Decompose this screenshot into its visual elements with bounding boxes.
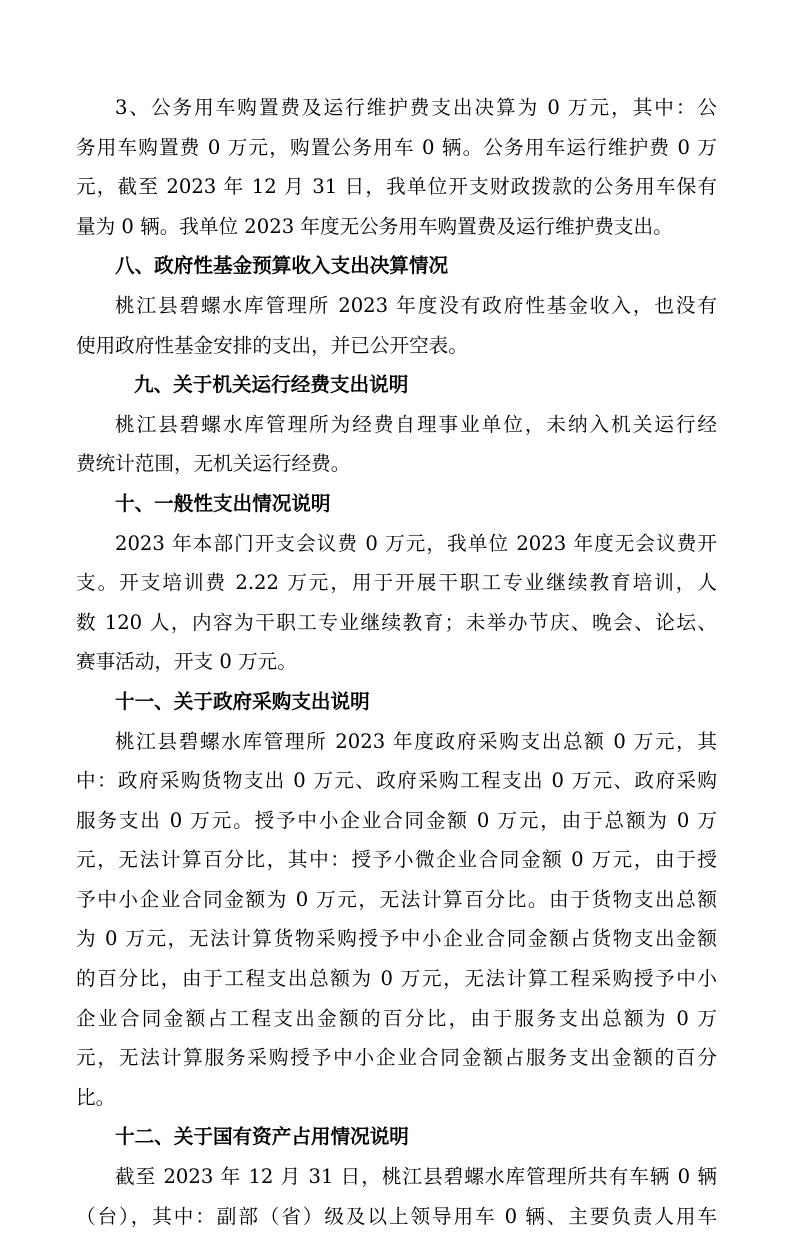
paragraph-section-11 bbox=[76, 722, 717, 1118]
text-line: 桃江县碧螺水库管理所 2023 年度没有政府性基金收入，也没有 bbox=[115, 293, 717, 317]
paragraph-vehicle-costs bbox=[76, 88, 717, 246]
text-line: 支。开支培训费 2.22 万元，用于开展干职工专业继续教育培训，人 bbox=[76, 571, 717, 595]
paragraph-section-10 bbox=[76, 524, 717, 682]
section-heading-10: 十、一般性支出情况说明 bbox=[115, 491, 331, 515]
text-line: 数 120 人，内容为干职工专业继续教育；未举办节庆、晚会、论坛、 bbox=[76, 610, 717, 634]
section-heading-8: 八、政府性基金预算收入支出决算情况 bbox=[115, 254, 449, 278]
text-line: 赛事活动，开支 0 万元。 bbox=[76, 650, 297, 674]
section-heading-9: 九、关于机关运行经费支出说明 bbox=[134, 373, 409, 397]
text-line: 企业合同金额占工程支出金额的百分比，由于服务支出总额为 0 万 bbox=[76, 1006, 717, 1030]
text-line: 元，截至 2023 年 12 月 31 日，我单位开支财政拨款的公务用车保有 bbox=[76, 175, 717, 199]
text-line: 元，无法计算百分比，其中：授予小微企业合同金额 0 万元，由于授 bbox=[76, 848, 717, 872]
text-line: 比。 bbox=[76, 1085, 116, 1109]
text-line: 桃江县碧螺水库管理所 2023 年度政府采购支出总额 0 万元，其 bbox=[115, 729, 717, 753]
text-line: 2023 年本部门开支会议费 0 万元，我单位 2023 年度无会议费开 bbox=[115, 531, 717, 555]
text-line: 的百分比，由于工程支出总额为 0 万元，无法计算工程采购授予中小 bbox=[76, 967, 717, 991]
text-line: 中：政府采购货物支出 0 万元、政府采购工程支出 0 万元、政府采购 bbox=[76, 769, 717, 793]
text-line: 服务支出 0 万元。授予中小企业合同金额 0 万元，由于总额为 0 万 bbox=[76, 808, 717, 832]
text-line: 桃江县碧螺水库管理所为经费自理事业单位，未纳入机关运行经 bbox=[115, 412, 717, 436]
text-line: 予中小企业合同金额为 0 万元，无法计算百分比。由于货物支出总额 bbox=[76, 887, 717, 911]
paragraph-section-12 bbox=[76, 1157, 717, 1236]
text-line: 费统计范围，无机关运行经费。 bbox=[76, 452, 351, 476]
paragraph-section-9 bbox=[76, 405, 717, 484]
paragraph-section-8 bbox=[76, 286, 717, 365]
section-heading-11: 十一、关于政府采购支出说明 bbox=[115, 689, 370, 713]
text-line: 3、公务用车购置费及运行维护费支出决算为 0 万元，其中：公 bbox=[115, 96, 717, 119]
text-line: （台），其中：副部（省）级及以上领导用车 0 辆、主要负责人用车 bbox=[76, 1204, 717, 1228]
text-line: 截至 2023 年 12 月 31 日，桃江县碧螺水库管理所共有车辆 0 辆 bbox=[115, 1165, 717, 1189]
section-heading-12: 十二、关于国有资产占用情况说明 bbox=[115, 1125, 409, 1149]
text-line: 务用车购置费 0 万元，购置公务用车 0 辆。公务用车运行维护费 0 万 bbox=[76, 135, 717, 159]
text-line: 元，无法计算服务采购授予中小企业合同金额占服务支出金额的百分 bbox=[76, 1046, 717, 1070]
text-line: 量为 0 辆。我单位 2023 年度无公务用车购置费及运行维护费支出。 bbox=[76, 214, 673, 238]
text-line: 使用政府性基金安排的支出，并已公开空表。 bbox=[76, 333, 468, 357]
text-line: 为 0 万元，无法计算货物采购授予中小企业合同金额占货物支出金额 bbox=[76, 927, 717, 951]
